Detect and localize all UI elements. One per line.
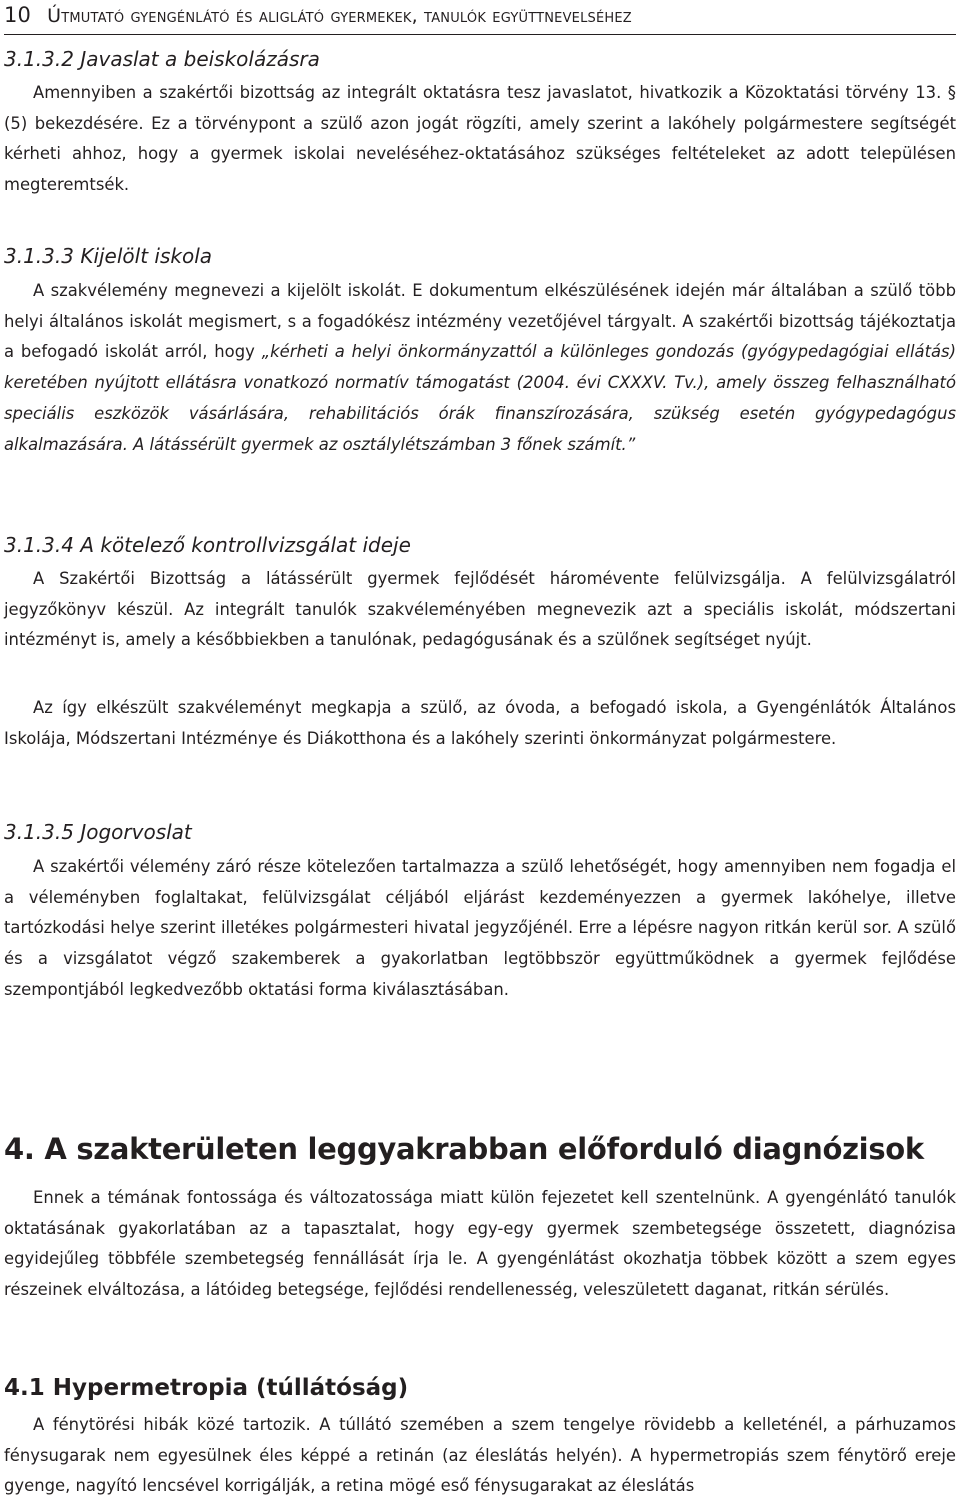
chapter-heading-4: 4. A szakterületen leggyakrabban előforduló diagnózisok (4, 1132, 924, 1166)
paragraph-41-1: A fénytörési hibák közé tartozik. A túllátó szemében a szem tengelye rövidebb a kelleténél, a párhuzamos fénysugarak nem egyesülnek éles képpé a retinán (az éleslátás helyén). A hypermetropiás szem fénytörő ereje gyenge, nagyító lencsével korrigálják, a retina mögé eső fénysugarakat az éleslátás (4, 1415, 956, 1496)
section-heading-41: 4.1 Hypermetropia (túllátóság) (4, 1375, 409, 1401)
paragraph-3133-1-quote: „kérheti a helyi önkormányzattól a különleges gondozás (gyógypedagógiai ellátás) keretében nyújtott ellátásra vonatkozó normatív támogatást (2004. évi CXXXV. Tv.), amely összeg felhasználható speciális eszközök vásárlására, rehabilitációs órák finanszírozására, szükség esetén gyógypedagógus alkalmazására. A látássérült gyermek az osztálylétszámban 3 főnek számít.” (4, 342, 956, 454)
section-heading-3133: 3.1.3.3 Kijelölt iskola (4, 244, 213, 268)
paragraph-3135-1: A szakértői vélemény záró része kötelezően tartalmazza a szülő lehetőségét, hogy amennyiben nem fogadja el a véleményben foglaltakat, felülvizsgálat céljából eljárást kezdeményezzen a gyermek lakóhelye, illetve tartózkodási helye szerint illetékes polgármesteri hivatal jegyzőjénél. Erre a lépésre nagyon ritkán kerül sor. A szülő és a vizsgálatot végző szakemberek a gyakorlatban legtöbbször együttműködnek a gyermek fejlődése szempontjából legkedvezőbb oktatási forma kiválasztásában. (4, 857, 956, 999)
section-heading-3135: 3.1.3.5 Jogorvoslat (4, 820, 192, 844)
paragraph-3132-1: Amennyiben a szakértői bizottság az integrált oktatásra tesz javaslatot, hivatkozik a Közoktatási törvény 13. § (5) bekezdésére. Ez a törvénypont a szülő azon jogát rögzíti, amely szerint a lakóhely polgármestere segítségét kérheti ahhoz, hogy a gyermek iskolai neveléséhez-oktatásához szükséges feltételeket az adott településen megteremtsék. (4, 83, 956, 195)
section-heading-3134: 3.1.3.4 A kötelező kontrollvizsgálat ideje (4, 533, 411, 557)
paragraph-3134-1: A Szakértői Bizottság a látássérült gyermek fejlődését háromévente felülvizsgálja. A felülvizsgálatról jegyzőkönyv készül. Az integrált tanulók szakvéleményében megnevezik azt a speciális iskolát, módszertani intézményt is, amely a későbbiekben a tanulónak, pedagógusának és a szülőnek segítséget nyújt. (4, 569, 956, 650)
paragraph-4-1: Ennek a témának fontossága és változatossága miatt külön fejezetet kell szentelnünk. A gyengénlátó tanulók oktatásának gyakorlatában az a tapasztalat, hogy egy-egy gyermek szembetegsége összetett, diagnózisa egyidejűleg többféle szembetegség fennállását írja le. A gyengénlátást okozhatja többek között a szem egyes részeinek elváltozása, a látóideg betegsége, fejlődési rendellenesség, veleszületett daganat, ritkán sérülés. (4, 1188, 956, 1300)
paragraph-3133-1 (4, 276, 956, 460)
paragraph-3134-2: Az így elkészült szakvéleményt megkapja a szülő, az óvoda, a befogadó iskola, a Gyengénlátók Általános Iskolája, Módszertani Intézménye és Diákotthona és a lakóhely szerinti önkormányzat polgármestere. (4, 698, 956, 748)
section-heading-3132: 3.1.3.2 Javaslat a beiskolázásra (4, 47, 320, 71)
page-number: 10 (4, 3, 32, 27)
paragraph-3133-1-text: A szakvélemény megnevezi a kijelölt iskolát. E dokumentum elkészülésének idején már általában a szülő több helyi általános iskolát megismert, s a fogadókész intézmény vezetőjével tárgyalt. A szakértői bizottság tájékoztatja a befogadó iskolát arról, hogy (4, 281, 956, 362)
running-header (4, 2, 924, 28)
header-rule (4, 34, 956, 35)
running-title: Útmutató gyengénlátó és aliglátó gyermekek, tanulók együttnevelséhez (47, 5, 632, 27)
